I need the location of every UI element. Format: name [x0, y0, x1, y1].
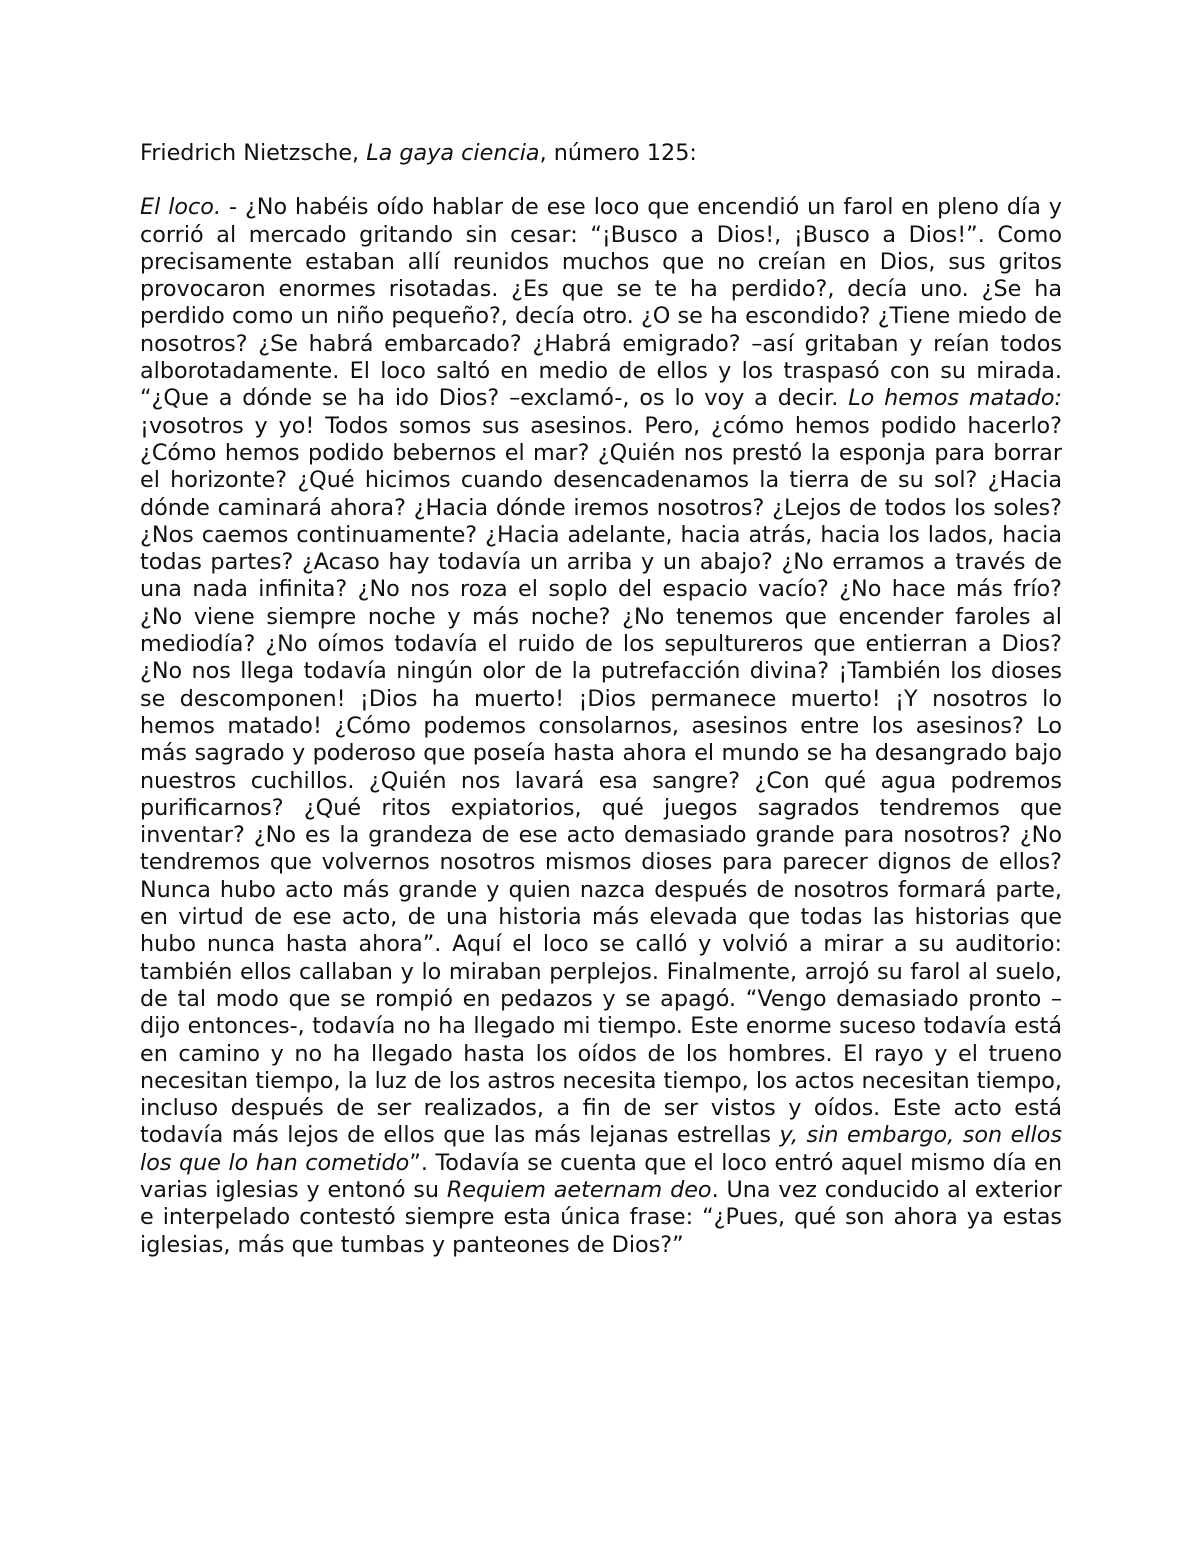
heading-author: Friedrich Nietzsche, — [140, 140, 360, 166]
heading-book-title: La gaya ciencia — [366, 140, 540, 166]
passage-text-2: ¡vosotros y yo! Todos somos sus asesinos. Pero, ¿cómo hemos podido hacerlo? ¿Cómo hemos podido bebernos el mar? ¿Quién nos prestó la esponja para borrar el horizonte? ¿Qué hicimos cuando desencadenamos la tierra de su sol? ¿Hacia dónde caminará ahora? ¿Hacia dónde iremos nosotros? ¿Lejos de todos los soles? ¿Nos caemos continuamente? ¿Hacia adelante, hacia atrás, hacia los lados, hacia todas partes? ¿Acaso hay todavía un arriba y un abajo? ¿No erramos a través de una nada infinita? ¿No nos roza el soplo del espacio vacío? ¿No hace más frío? ¿No viene siempre noche y más noche? ¿No tenemos que encender faroles al mediodía? ¿No oímos todavía el ruido de los sepultureros que entierran a Dios? ¿No nos llega todavía ningún olor de la putrefacción divina? ¡También los dioses se descomponen! ¡Dios ha muerto! ¡Dios permanece muerto! ¡Y nosotros lo hemos matado! ¿Cómo podemos consolarnos, asesinos entre los asesinos? Lo más sagrado y poderoso que poseía hasta ahora el mundo se ha desangrado bajo nuestros cuchillos. ¿Quién nos lavará esa sangre? ¿Con qué agua podremos purificarnos? ¿Qué ritos expiatorios, qué juegos sagrados tendremos que inventar? ¿No es la grandeza de ese acto demasiado grande para nosotros? ¿No tendremos que volvernos nosotros mismos dioses para parecer dignos de ellos? Nunca hubo acto más grande y quien nazca después de nosotros formará parte, en virtud de ese acto, de una historia más elevada que todas las historias que hubo nunca hasta ahora”. Aquí el loco se calló y volvió a mirar a su auditorio: también ellos callaban y lo miraban perplejos. Finalmente, arrojó su farol al suelo, de tal modo que se rompió en pedazos y se apagó. “Vengo demasiado pronto –dijo entonces-, todavía no ha llegado mi tiempo. Este enorme suceso todavía está en camino y no ha llegado hasta los oídos de los hombres. El rayo y el trueno necesitan tiempo, la luz de los astros necesita tiempo, los actos necesitan tiempo, incluso después de ser realizados, a fin de ser vistos y oídos. Este acto está todavía más lejos de ellos que las más lejanas estrellas — [140, 412, 1062, 1149]
heading-number: , número 125: — [539, 140, 697, 166]
passage-emphasis-2: y, sin embargo, son ellos los que lo han cometido — [140, 1122, 1062, 1176]
passage-emphasis-3: Requiem aeternam deo — [446, 1176, 712, 1203]
passage-text-4: . Una vez conducido al exterior e interpelado contestó siempre esta única frase: “¿Pues, qué son ahora ya estas iglesias, más que tumbas y panteones de Dios?” — [140, 1176, 1062, 1258]
passage-emphasis-1: Lo hemos matado: — [848, 385, 1062, 412]
document-heading — [140, 140, 1062, 167]
passage-text-1: - ¿No habéis oído hablar de ese loco que encendió un farol en pleno día y corrió al mercado gritando sin cesar: “¡Busco a Dios!, ¡Busco a Dios!”. Como precisamente estaban allí reunidos muchos que no creían en Dios, sus gritos provocaron enormes risotadas. ¿Es que se te ha perdido?, decía uno. ¿Se ha perdido como un niño pequeño?, decía otro. ¿O se ha escondido? ¿Tiene miedo de nosotros? ¿Se habrá embarcado? ¿Habrá emigrado? –así gritaban y reían todos alborotadamente. El loco saltó en medio de ellos y los traspasó con su mirada. “¿Que a dónde se ha ido Dios? –exclamó-, os lo voy a decir. — [140, 194, 1062, 412]
passage-text-3: ”. Todavía se cuenta que el loco entró aquel mismo día en varias iglesias y entonó su — [140, 1149, 1062, 1203]
passage-body — [140, 194, 1062, 1259]
passage-title: El loco. — [140, 194, 222, 221]
document-page — [140, 140, 1062, 1259]
